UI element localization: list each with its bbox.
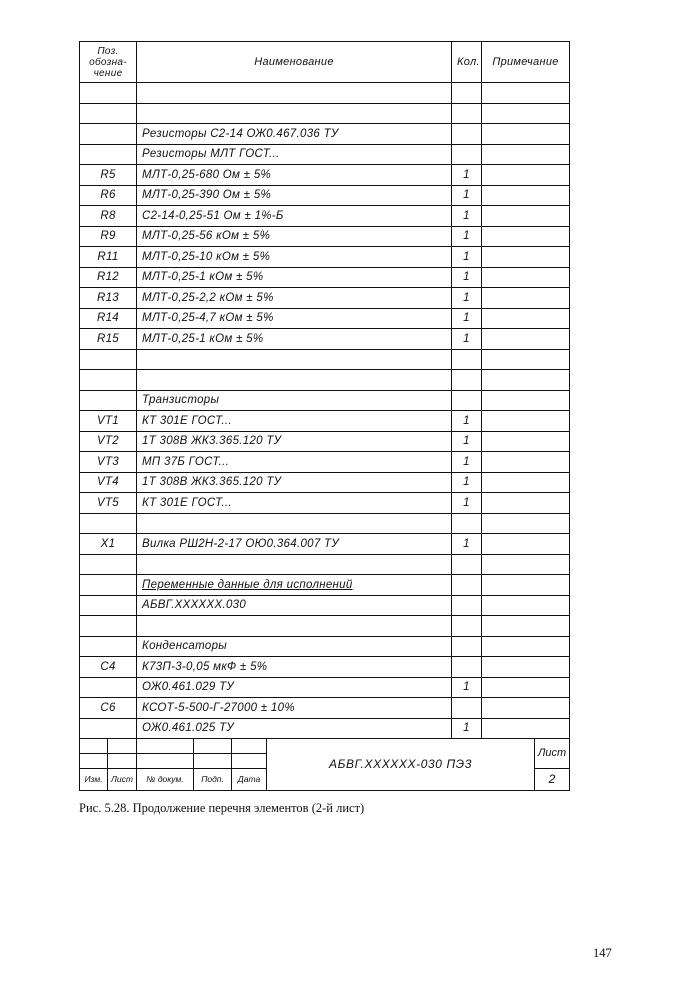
table-row <box>80 349 570 370</box>
title-block <box>79 738 570 791</box>
pos-cell: R14 <box>80 308 137 329</box>
table-row <box>80 329 570 350</box>
table-row <box>80 534 570 555</box>
qty-cell <box>452 698 482 719</box>
table-row <box>80 575 570 596</box>
pos-cell <box>80 390 137 411</box>
note-cell <box>482 575 570 596</box>
note-cell <box>482 513 570 534</box>
qty-cell <box>452 575 482 596</box>
qty-cell <box>452 657 482 678</box>
pos-cell: VT3 <box>80 452 137 473</box>
name-cell <box>137 83 452 104</box>
note-cell <box>482 554 570 575</box>
stamp-label-signature: Подп. <box>194 768 232 790</box>
stamp-cell <box>194 738 232 753</box>
qty-cell: 1 <box>452 718 482 739</box>
table-row <box>80 165 570 186</box>
note-cell <box>482 267 570 288</box>
pos-cell <box>80 83 137 104</box>
header-name: Наименование <box>137 42 452 83</box>
name-cell: Транзисторы <box>137 390 452 411</box>
table-row <box>80 267 570 288</box>
sheet-number: 2 <box>535 768 570 790</box>
pos-cell: VT5 <box>80 493 137 514</box>
qty-cell <box>452 616 482 637</box>
name-cell <box>137 349 452 370</box>
note-cell <box>482 390 570 411</box>
stamp-cell <box>108 753 137 768</box>
stamp-label-sheet: Лист <box>108 768 137 790</box>
table-row <box>80 636 570 657</box>
name-cell: Резисторы МЛТ ГОСТ... <box>137 144 452 165</box>
table-row <box>80 411 570 432</box>
qty-cell <box>452 595 482 616</box>
name-cell: КТ 301Е ГОСТ... <box>137 493 452 514</box>
note-cell <box>482 616 570 637</box>
qty-cell: 1 <box>452 493 482 514</box>
pos-cell: R8 <box>80 206 137 227</box>
pos-cell: R15 <box>80 329 137 350</box>
element-list-sheet <box>79 41 569 791</box>
note-cell <box>482 308 570 329</box>
header-pos <box>80 42 137 83</box>
document-code: АБВГ.XXXXXX-030 ПЭ3 <box>267 738 535 790</box>
name-cell: МЛТ-0,25-2,2 кОм ± 5% <box>137 288 452 309</box>
figure-caption: Рис. 5.28. Продолжение перечня элементов (2-й лист) <box>79 801 365 815</box>
name-cell: КТ 301Е ГОСТ... <box>137 411 452 432</box>
pos-cell: С6 <box>80 698 137 719</box>
name-cell: ОЖ0.461.029 ТУ <box>137 677 452 698</box>
table-row <box>80 83 570 104</box>
name-cell: 1Т 308В ЖК3.365.120 ТУ <box>137 472 452 493</box>
name-cell: МП 37Б ГОСТ... <box>137 452 452 473</box>
name-cell <box>137 103 452 124</box>
pos-cell: VT2 <box>80 431 137 452</box>
name-cell: Резисторы С2-14 ОЖ0.467.036 ТУ <box>137 124 452 145</box>
qty-cell: 1 <box>452 165 482 186</box>
qty-cell: 1 <box>452 185 482 206</box>
table-row <box>80 452 570 473</box>
note-cell <box>482 144 570 165</box>
note-cell <box>482 698 570 719</box>
table-row <box>80 370 570 391</box>
name-cell: ОЖ0.461.025 ТУ <box>137 718 452 739</box>
name-cell: МЛТ-0,25-10 кОм ± 5% <box>137 247 452 268</box>
pos-cell <box>80 575 137 596</box>
element-list-table <box>79 41 570 739</box>
qty-cell: 1 <box>452 226 482 247</box>
header-pos-line-2: обозна- <box>89 56 127 68</box>
pos-cell <box>80 677 137 698</box>
stamp-cell <box>108 738 137 753</box>
note-cell <box>482 431 570 452</box>
stamp-cell <box>80 753 108 768</box>
stamp-cell <box>232 753 267 768</box>
stamp-cell <box>137 738 194 753</box>
name-cell: МЛТ-0,25-56 кОм ± 5% <box>137 226 452 247</box>
table-row <box>80 493 570 514</box>
table-row <box>80 472 570 493</box>
name-cell: МЛТ-0,25-390 Ом ± 5% <box>137 185 452 206</box>
header-pos-line-1: Поз. <box>97 45 119 57</box>
pos-cell: R12 <box>80 267 137 288</box>
note-cell <box>482 226 570 247</box>
sheet-label: Лист <box>535 738 570 768</box>
name-cell <box>137 616 452 637</box>
table-header-row <box>80 42 570 83</box>
header-note: Примечание <box>482 42 570 83</box>
name-cell: МЛТ-0,25-1 кОм ± 5% <box>137 267 452 288</box>
name-cell: КСОТ-5-500-Г-27000 ± 10% <box>137 698 452 719</box>
table-row <box>80 124 570 145</box>
note-cell <box>482 83 570 104</box>
name-cell: МЛТ-0,25-4,7 кОм ± 5% <box>137 308 452 329</box>
name-cell: 1Т 308В ЖК3.365.120 ТУ <box>137 431 452 452</box>
table-row <box>80 103 570 124</box>
name-cell <box>137 513 452 534</box>
pos-cell: VT4 <box>80 472 137 493</box>
pos-cell <box>80 616 137 637</box>
qty-cell: 1 <box>452 206 482 227</box>
pos-cell: R13 <box>80 288 137 309</box>
pos-cell <box>80 636 137 657</box>
stamp-label-date: Дата <box>232 768 267 790</box>
pos-cell <box>80 513 137 534</box>
table-row <box>80 698 570 719</box>
qty-cell: 1 <box>452 534 482 555</box>
name-cell: АБВГ.XXXXXX.030 <box>137 595 452 616</box>
qty-cell: 1 <box>452 472 482 493</box>
note-cell <box>482 472 570 493</box>
table-row <box>80 616 570 637</box>
name-cell: Конденсаторы <box>137 636 452 657</box>
note-cell <box>482 534 570 555</box>
qty-cell: 1 <box>452 247 482 268</box>
header-qty: Кол. <box>452 42 482 83</box>
note-cell <box>482 718 570 739</box>
qty-cell: 1 <box>452 452 482 473</box>
qty-cell <box>452 554 482 575</box>
note-cell <box>482 185 570 206</box>
stamp-cell <box>137 753 194 768</box>
table-row <box>80 226 570 247</box>
pos-cell <box>80 144 137 165</box>
note-cell <box>482 493 570 514</box>
qty-cell <box>452 370 482 391</box>
pos-cell: R11 <box>80 247 137 268</box>
stamp-cell <box>80 738 108 753</box>
pos-cell <box>80 349 137 370</box>
pos-cell <box>80 124 137 145</box>
table-row <box>80 390 570 411</box>
note-cell <box>482 329 570 350</box>
note-cell <box>482 370 570 391</box>
qty-cell <box>452 124 482 145</box>
stamp-label-change: Изм. <box>80 768 108 790</box>
pos-cell: R6 <box>80 185 137 206</box>
name-cell: С2-14-0,25-51 Ом ± 1%-Б <box>137 206 452 227</box>
note-cell <box>482 124 570 145</box>
name-cell: К73П-3-0,05 мкФ ± 5% <box>137 657 452 678</box>
qty-cell <box>452 513 482 534</box>
qty-cell <box>452 636 482 657</box>
pos-cell <box>80 595 137 616</box>
qty-cell: 1 <box>452 677 482 698</box>
table-row <box>80 431 570 452</box>
qty-cell <box>452 103 482 124</box>
pos-cell <box>80 554 137 575</box>
pos-cell: X1 <box>80 534 137 555</box>
pos-cell: R9 <box>80 226 137 247</box>
table-row <box>80 288 570 309</box>
qty-cell: 1 <box>452 267 482 288</box>
qty-cell <box>452 390 482 411</box>
qty-cell <box>452 83 482 104</box>
page-number: 147 <box>593 946 612 960</box>
note-cell <box>482 452 570 473</box>
name-cell: МЛТ-0,25-1 кОм ± 5% <box>137 329 452 350</box>
qty-cell <box>452 144 482 165</box>
note-cell <box>482 165 570 186</box>
table-row <box>80 513 570 534</box>
pos-cell <box>80 718 137 739</box>
table-row <box>80 718 570 739</box>
stamp-cell <box>232 738 267 753</box>
qty-cell <box>452 349 482 370</box>
name-cell: МЛТ-0,25-680 Ом ± 5% <box>137 165 452 186</box>
qty-cell: 1 <box>452 411 482 432</box>
name-cell <box>137 554 452 575</box>
note-cell <box>482 206 570 227</box>
pos-cell: С4 <box>80 657 137 678</box>
note-cell <box>482 103 570 124</box>
qty-cell: 1 <box>452 288 482 309</box>
note-cell <box>482 288 570 309</box>
note-cell <box>482 349 570 370</box>
table-row <box>80 185 570 206</box>
note-cell <box>482 677 570 698</box>
table-row <box>80 247 570 268</box>
qty-cell: 1 <box>452 329 482 350</box>
pos-cell: VT1 <box>80 411 137 432</box>
name-cell <box>137 370 452 391</box>
pos-cell: R5 <box>80 165 137 186</box>
pos-cell <box>80 103 137 124</box>
pos-cell <box>80 370 137 391</box>
note-cell <box>482 247 570 268</box>
table-row <box>80 144 570 165</box>
table-row <box>80 308 570 329</box>
stamp-label-doc-number: № докум. <box>137 768 194 790</box>
qty-cell: 1 <box>452 308 482 329</box>
name-cell: Вилка РШ2Н-2-17 ОЮ0.364.007 ТУ <box>137 534 452 555</box>
note-cell <box>482 657 570 678</box>
table-row <box>80 206 570 227</box>
note-cell <box>482 595 570 616</box>
qty-cell: 1 <box>452 431 482 452</box>
note-cell <box>482 636 570 657</box>
name-cell: Переменные данные для исполнений <box>137 575 452 596</box>
table-row <box>80 554 570 575</box>
table-row <box>80 595 570 616</box>
table-row <box>80 657 570 678</box>
stamp-cell <box>194 753 232 768</box>
table-row <box>80 677 570 698</box>
header-pos-line-3: чение <box>93 67 123 79</box>
note-cell <box>482 411 570 432</box>
